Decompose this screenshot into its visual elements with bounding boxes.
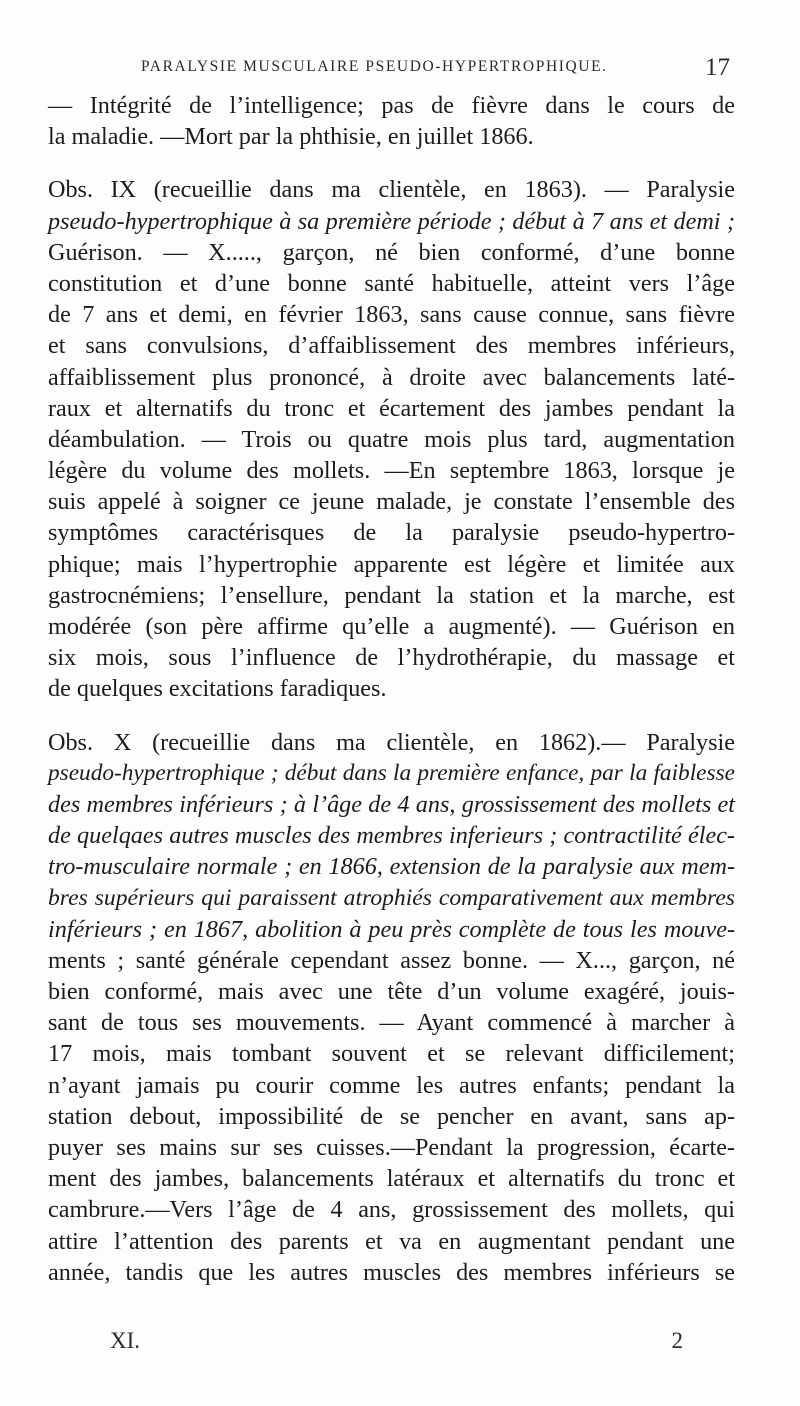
text-line: pseudo-hypertrophique ; début dans la première enfance, par la faiblesse: [48, 759, 735, 786]
text-line: tro-musculaire normale ; en 1866, extension de la paralysie aux mem-: [48, 853, 735, 881]
text-line: de quelqaes autres muscles des membres inferieurs ; contractilité élec-: [48, 822, 735, 850]
text-line: attire l’attention des parents et va en augmentant pendant une: [48, 1227, 735, 1255]
paragraph-gap: [48, 152, 735, 174]
text-line: ments ; santé générale cependant assez bonne. — X..., garçon, né: [48, 946, 735, 974]
text-line: légère du volume des mollets. —En septembre 1863, lorsque je: [48, 457, 735, 485]
text-line: Obs. X (recueillie dans ma clientèle, en 1862).— Paralysie: [48, 728, 735, 756]
text-line: bien conformé, mais avec une tête d’un volume exagéré, jouis-: [48, 978, 735, 1006]
text-line: des membres inférieurs ; à l’âge de 4 ans, grossissement des mollets et: [48, 790, 735, 818]
signature-number: 2: [671, 1328, 683, 1353]
page-number: 17: [705, 54, 730, 81]
text-line: raux et alternatifs du tronc et écartement des jambes pendant la: [48, 394, 735, 422]
signature-mark: XI.: [110, 1328, 141, 1353]
text-line: déambulation. — Trois ou quatre mois plus tard, augmentation: [48, 425, 735, 453]
text-line: année, tandis que les autres muscles des membres inférieurs se: [48, 1258, 735, 1286]
text-line: modérée (son père affirme qu’elle a augmenté). — Guérison en: [48, 613, 735, 640]
text-line: Guérison. — X....., garçon, né bien conformé, d’une bonne: [48, 238, 735, 266]
text-line: inférieurs ; en 1867, abolition à peu près complète de tous les mouve-: [48, 915, 735, 943]
text-line: pseudo-hypertrophique à sa première période ; début à 7 ans et demi ;: [48, 207, 735, 235]
text-line: station debout, impossibilité de se pencher en avant, sans ap-: [48, 1102, 735, 1130]
text-line: symptômes caractérisques de la paralysie pseudo-hypertro-: [48, 519, 735, 547]
text-line: — Intégrité de l’intelligence; pas de fièvre dans le cours de: [48, 92, 735, 119]
text-line: de 7 ans et demi, en février 1863, sans cause connue, sans fièvre: [48, 301, 735, 329]
text-line: phique; mais l’hypertrophie apparente est légère et limitée aux: [48, 550, 735, 578]
text-line: cambrure.—Vers l’âge de 4 ans, grossissement des mollets, qui: [48, 1196, 735, 1224]
running-title: PARALYSIE MUSCULAIRE PSEUDO-HYPERTROPHIQUE.: [141, 58, 608, 75]
text-line: puyer ses mains sur ses cuisses.—Pendant la progression, écarte-: [48, 1134, 735, 1161]
text-line: affaiblissement plus prononcé, à droite avec balancements laté-: [48, 363, 735, 391]
text-line: sant de tous ses mouvements. — Ayant commencé à marcher à: [48, 1009, 735, 1037]
text-line: Obs. IX (recueillie dans ma clientèle, en 1863). — Paralysie: [48, 176, 735, 204]
text-line: ment des jambes, balancements latéraux et alternatifs du tronc et: [48, 1165, 735, 1193]
text-line: et sans convulsions, d’affaiblissement des membres inférieurs,: [48, 332, 735, 360]
running-head: [46, 54, 730, 84]
signature-line: [48, 1328, 735, 1360]
text-line: de quelques excitations faradiques.: [48, 675, 387, 703]
text-line: n’ayant jamais pu courir comme les autres enfants; pendant la: [48, 1071, 735, 1099]
body-text: [48, 90, 735, 1288]
text-line: 17 mois, mais tombant souvent et se relevant difficilement;: [48, 1040, 735, 1068]
text-line: la maladie. —Mort par la phthisie, en juillet 1866.: [48, 123, 534, 151]
paragraph-gap: [48, 705, 735, 727]
text-line: gastrocnémiens; l’ensellure, pendant la station et la marche, est: [48, 581, 735, 609]
text-line: bres supérieurs qui paraissent atrophiés comparativement aux membres: [48, 884, 735, 911]
text-line: six mois, sous l’influence de l’hydrothérapie, du massage et: [48, 644, 735, 672]
text-line: constitution et d’une bonne santé habituelle, atteint vers l’âge: [48, 269, 735, 297]
text-line: suis appelé à soigner ce jeune malade, je constate l’ensemble des: [48, 488, 735, 516]
